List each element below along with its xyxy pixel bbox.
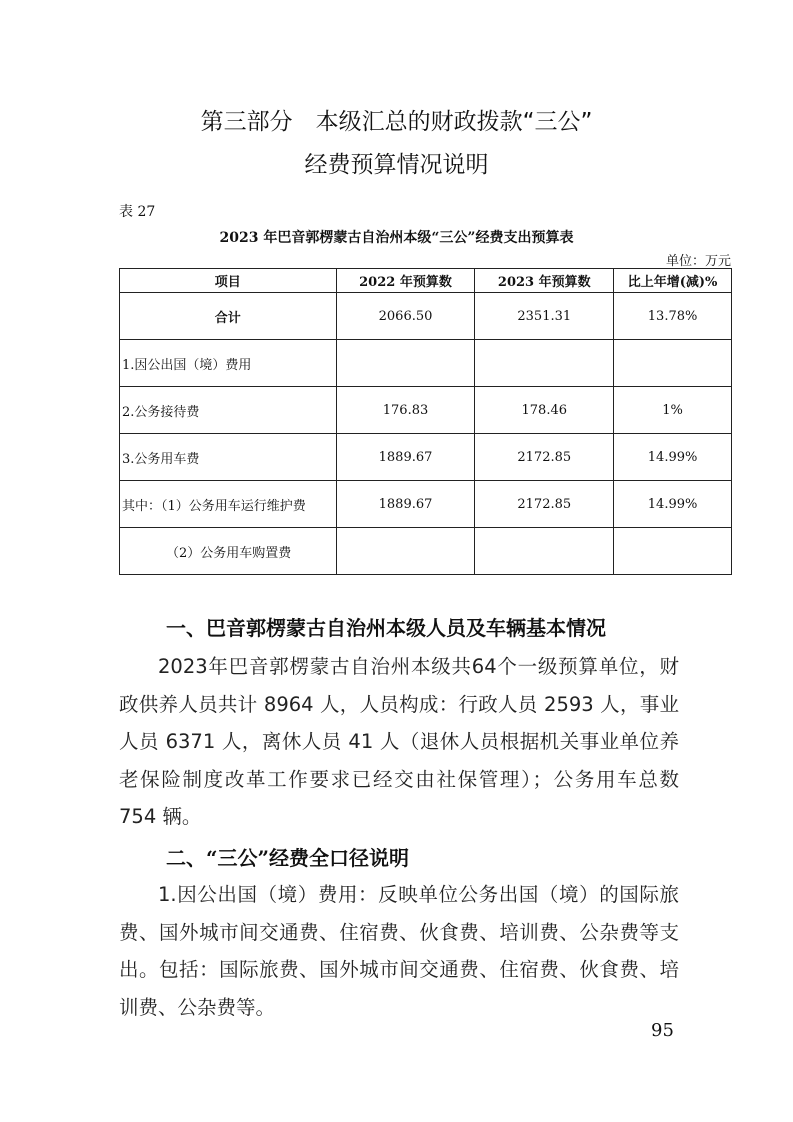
header-item: 项目	[120, 269, 337, 293]
row-vehicle-maint-change: 14.99%	[614, 481, 732, 528]
row-vehicle-purchase-2023	[475, 528, 614, 575]
table-row	[120, 528, 732, 575]
row-total-label: 合计	[120, 293, 337, 340]
row-vehicle-maint-label: 其中：（1）公务用车运行维护费	[120, 481, 337, 528]
table-row	[120, 434, 732, 481]
row-vehicle-maint-2023: 2172.85	[475, 481, 614, 528]
row-vehicle-change: 14.99%	[614, 434, 732, 481]
row-total-2022: 2066.50	[336, 293, 475, 340]
row-reception-2023: 178.46	[475, 387, 614, 434]
budget-table	[119, 268, 732, 575]
section1-paragraph: 2023年巴音郭楞蒙古自治州本级共64个一级预算单位，财政供养人员共计 8964 人，人员构成：行政人员 2593 人，事业人员 6371 人，离休人员 41 人（退休人员根据机关事业单位养老保险制度改革工作要求已经交由社保管理）；公务用车总数 754 辆。	[119, 655, 679, 828]
row-vehicle-purchase-change	[614, 528, 732, 575]
table-caption: 2023 年巴音郭楞蒙古自治州本级“三公”经费支出预算表	[219, 230, 574, 246]
row-reception-label: 2.公务接待费	[120, 387, 337, 434]
row-vehicle-purchase-2022	[336, 528, 475, 575]
row-vehicle-2022: 1889.67	[336, 434, 475, 481]
header-change: 比上年增(减)%	[614, 269, 732, 293]
table-header-row	[120, 269, 732, 293]
row-vehicle-maint-2022: 1889.67	[336, 481, 475, 528]
table-number: 表 27	[119, 204, 156, 220]
row-vehicle-purchase-label: （2）公务用车购置费	[120, 528, 337, 575]
table-unit: 单位：万元	[665, 254, 731, 269]
page-title-line2: 经费预算情况说明	[304, 152, 489, 178]
table-row	[120, 340, 732, 387]
section2-heading: 二、“三公”经费全口径说明	[166, 846, 410, 870]
page-number: 95	[651, 1020, 674, 1041]
row-vehicle-label: 3.公务用车费	[120, 434, 337, 481]
header-2022: 2022 年预算数	[336, 269, 475, 293]
table-row	[120, 481, 732, 528]
header-2023: 2023 年预算数	[475, 269, 614, 293]
row-vehicle-2023: 2172.85	[475, 434, 614, 481]
row-abroad-change	[614, 340, 732, 387]
table-row	[120, 293, 732, 340]
row-total-change: 13.78%	[614, 293, 732, 340]
row-reception-change: 1%	[614, 387, 732, 434]
section2-paragraph: 1.因公出国（境）费用：反映单位公务出国（境）的国际旅费、国外城市间交通费、住宿费、伙食费、培训费、公杂费等支出。包括：国际旅费、国外城市间交通费、住宿费、伙食费、培训费、公杂费等。	[119, 883, 679, 1019]
row-abroad-2023	[475, 340, 614, 387]
row-reception-2022: 176.83	[336, 387, 475, 434]
section1-heading: 一、巴音郭楞蒙古自治州本级人员及车辆基本情况	[166, 616, 606, 640]
row-total-2023: 2351.31	[475, 293, 614, 340]
table-row	[120, 387, 732, 434]
page-title-line1: 第三部分 本级汇总的财政拨款“三公”	[200, 109, 593, 135]
row-abroad-label: 1.因公出国（境）费用	[120, 340, 337, 387]
row-abroad-2022	[336, 340, 475, 387]
